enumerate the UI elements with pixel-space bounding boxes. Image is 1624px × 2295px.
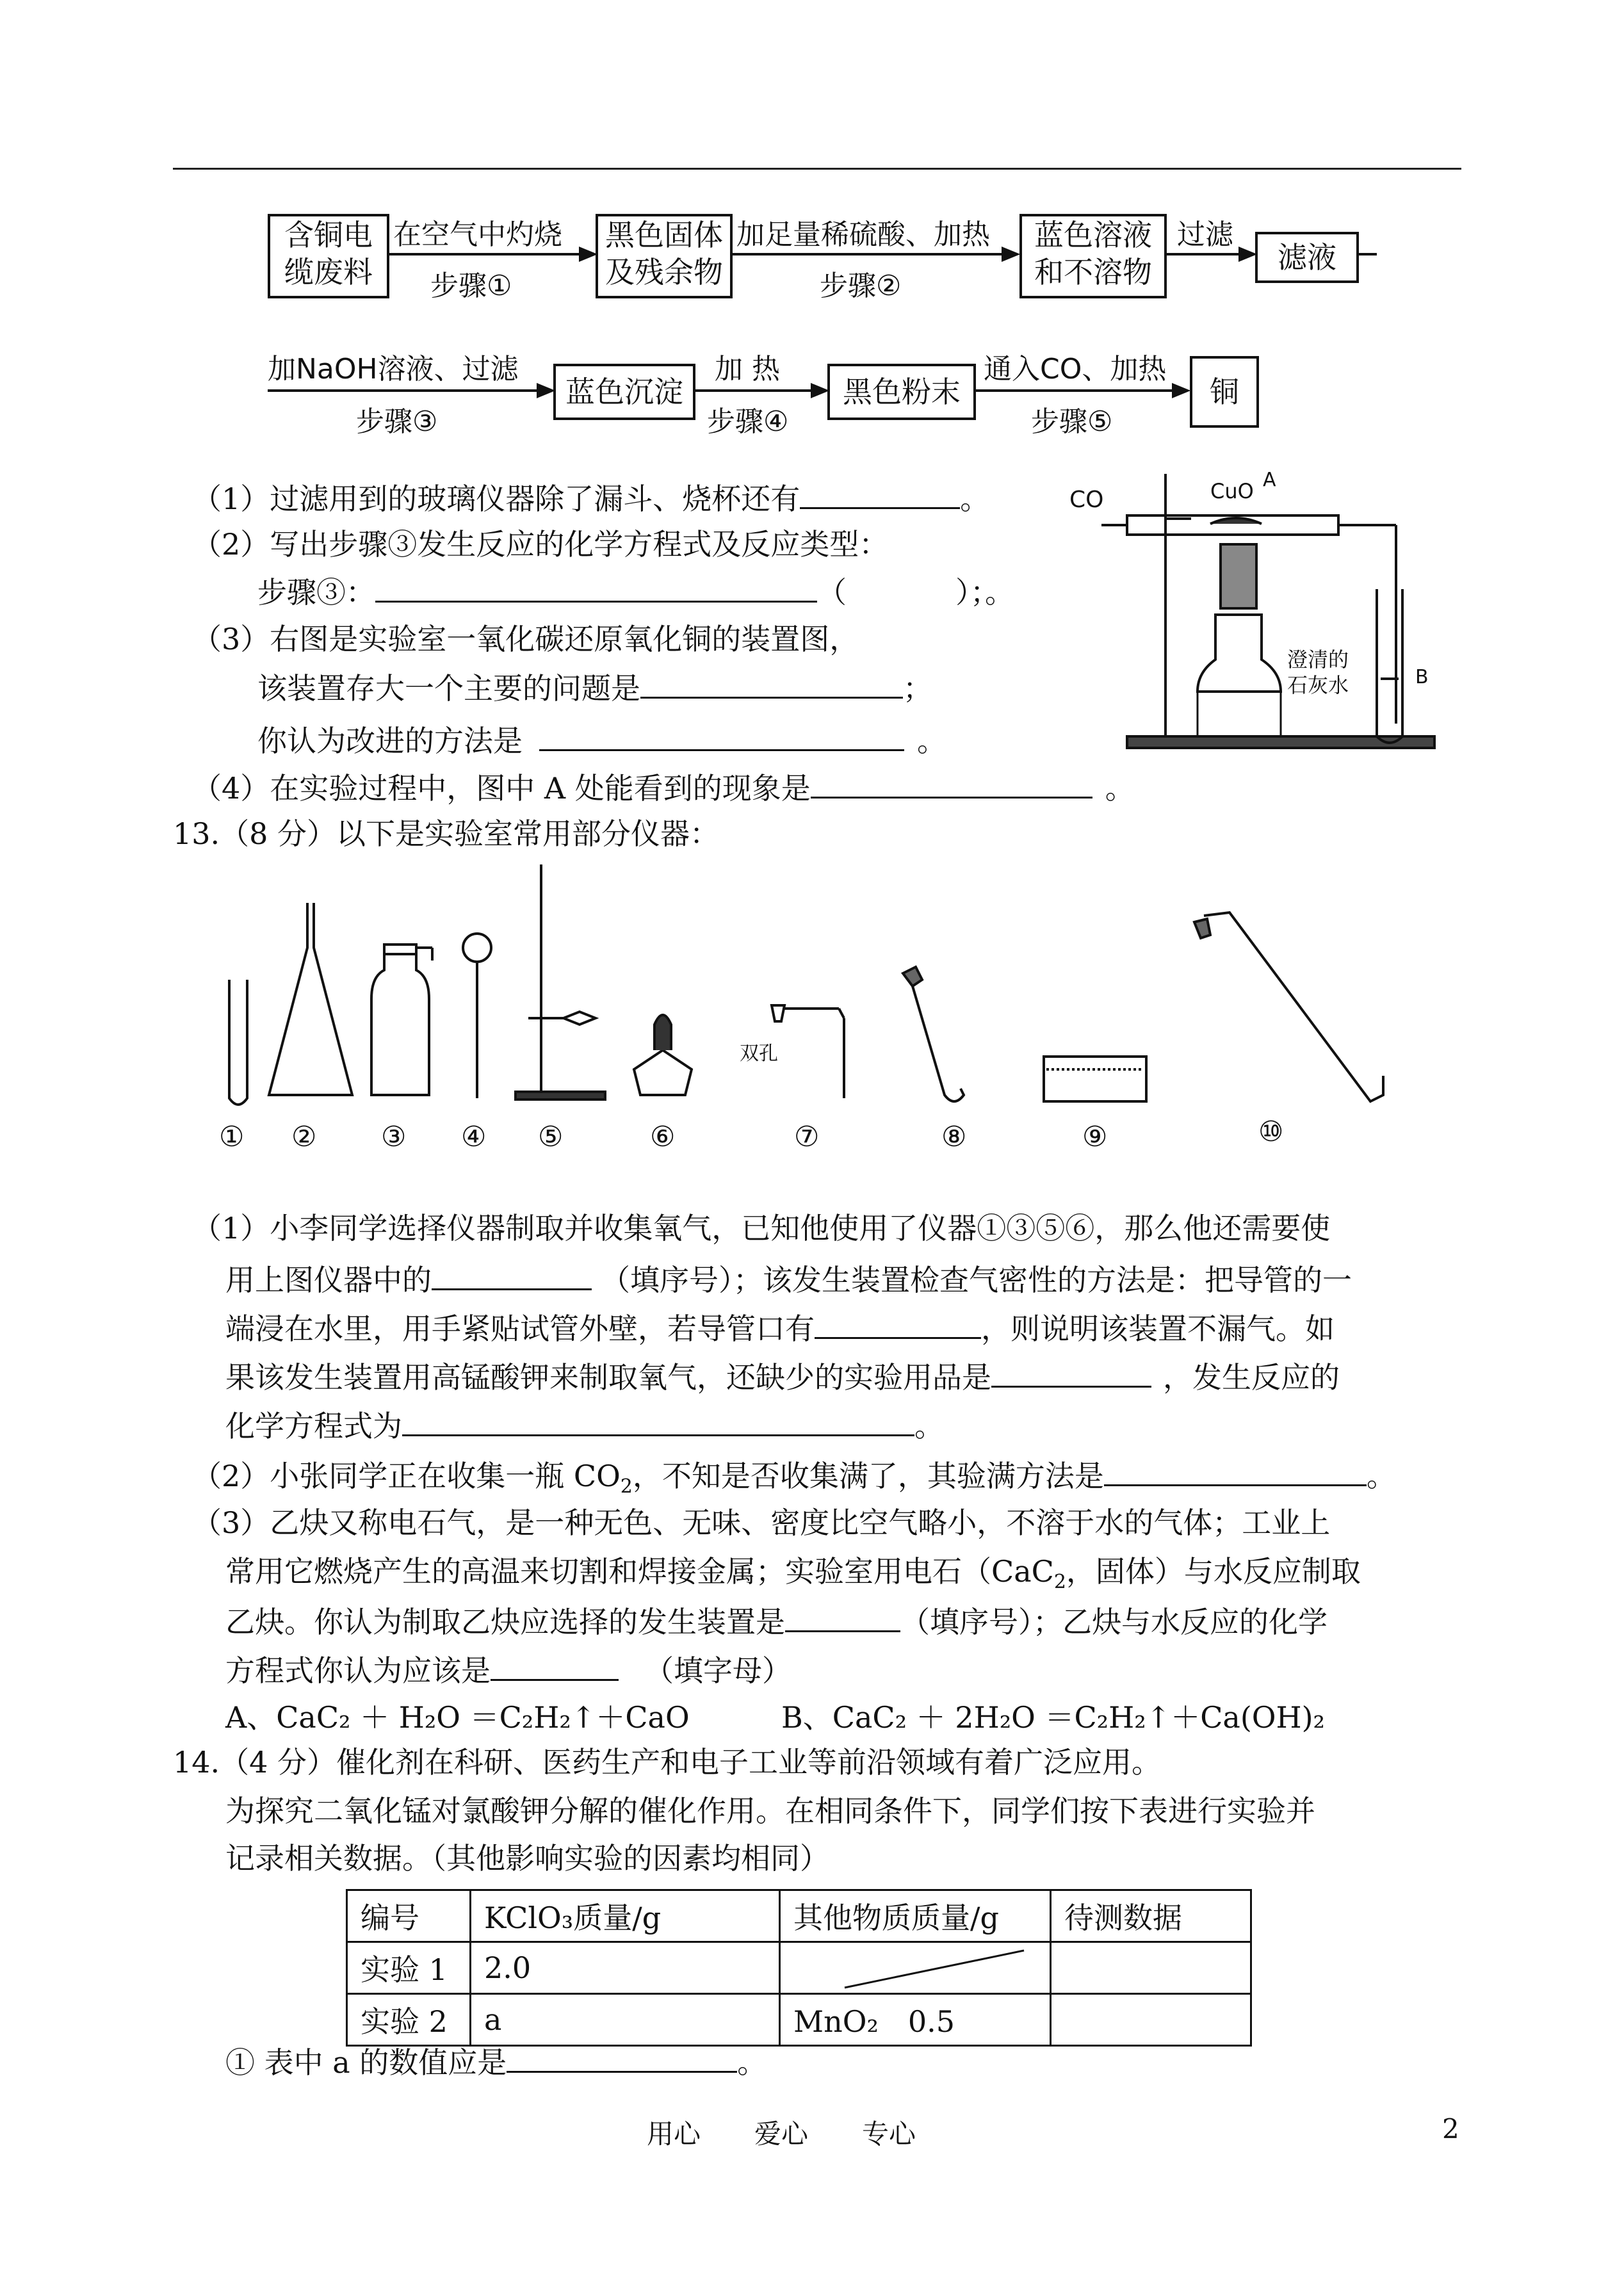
q13-full-check-blank[interactable] bbox=[1104, 1455, 1367, 1486]
table-cell[interactable] bbox=[1051, 1942, 1251, 1994]
q12-part3-improve-end: 。 bbox=[917, 724, 946, 758]
q12-part3-improve-text: 你认为改进的方法是 bbox=[257, 724, 523, 758]
q12-part3-problem-end: ； bbox=[903, 671, 932, 706]
q13-l8-rest: ，固体）与水反应制取 bbox=[1066, 1554, 1361, 1589]
flow-box-copper-waste-line1: 含铜电 bbox=[284, 218, 373, 252]
q13-part1-line3 bbox=[225, 1308, 1335, 1348]
flow-arrow1-top: 在空气中灼烧 bbox=[393, 218, 562, 251]
flow-box-black-solid-line1: 黑色固体 bbox=[605, 218, 723, 252]
apparatus-b-label: B bbox=[1415, 666, 1429, 688]
q13-equation-blank[interactable] bbox=[402, 1405, 914, 1436]
table-cell: MnO₂ 0.5 bbox=[780, 1994, 1051, 2046]
q13-instrument-blank[interactable] bbox=[432, 1259, 592, 1290]
instrument-drawings bbox=[192, 852, 1447, 1121]
q12-part1-text: （1）过滤用到的玻璃仪器除了漏斗、烧杯还有 bbox=[192, 482, 800, 516]
flow-row2-arrow3-bottom: 步骤⑤ bbox=[1031, 405, 1113, 438]
q12-part3-improve-blank[interactable] bbox=[539, 720, 904, 751]
flow-row2-arrow1-bottom: 步骤③ bbox=[356, 405, 438, 438]
flow-arrow2-bottom: 步骤② bbox=[820, 270, 902, 302]
q12-part4-text: （4）在实验过程中，图中 A 处能看到的现象是 bbox=[192, 771, 811, 806]
q13-l4-rest: ，发生反应的 bbox=[1163, 1360, 1340, 1395]
table-cell-slashed bbox=[780, 1942, 1051, 1994]
q13-option-a[interactable]: A、CaC₂ ＋ H₂O ＝C₂H₂↑＋CaO bbox=[225, 1700, 690, 1735]
flow-row2-arrow2-top: 加 热 bbox=[715, 353, 780, 385]
long-bent-tube-icon bbox=[1194, 919, 1210, 938]
q14-a-value-blank[interactable] bbox=[507, 2041, 737, 2073]
table-cell: a bbox=[471, 1994, 780, 2046]
q14-line2: 为探究二氧化锰对氯酸钾分解的催化作用。在相同条件下，同学们按下表进行实验并 bbox=[225, 1794, 1315, 1828]
q12-part3-problem-text: 该装置存大一个主要的问题是 bbox=[257, 671, 640, 706]
table-row bbox=[347, 1994, 1251, 2046]
q13-l4-text: 果该发生装置用高锰酸钾来制取氧气，还缺少的实验用品是 bbox=[225, 1360, 991, 1395]
page-number: 2 bbox=[1442, 2113, 1459, 2145]
q13-l9-text: 乙炔。你认为制取乙炔应选择的发生装置是 bbox=[225, 1605, 785, 1639]
q13-part3-line4 bbox=[225, 1650, 792, 1690]
q13-l8-sub: 2 bbox=[1053, 1571, 1066, 1594]
table-cell: 实验 2 bbox=[347, 1994, 471, 2046]
q13-part1-line1: （1）小李同学选择仪器制取并收集氧气，已知他使用了仪器①③⑤⑥，那么他还需要使 bbox=[192, 1211, 1331, 1245]
q13-l9-rest: （填序号）；乙炔与水反应的化学 bbox=[900, 1605, 1328, 1639]
apparatus-cuo-label: CuO bbox=[1210, 479, 1254, 503]
instrument-label-4: ④ bbox=[461, 1121, 487, 1153]
flow-box-black-powder-label: 黑色粉末 bbox=[843, 375, 961, 409]
table-row bbox=[347, 1942, 1251, 1994]
q13-l5-end: 。 bbox=[914, 1409, 944, 1443]
flow-arrow3-top: 过滤 bbox=[1177, 218, 1233, 251]
water-trough-icon bbox=[1044, 1057, 1146, 1101]
q12-part4-blank[interactable] bbox=[811, 767, 1092, 799]
slash-mark bbox=[781, 1943, 1050, 1993]
q13-option-b[interactable]: B、CaC₂ ＋ 2H₂O ＝C₂H₂↑＋Ca(OH)₂ bbox=[781, 1700, 1325, 1735]
apparatus-drawing bbox=[1069, 467, 1454, 762]
q13-l8-text: 常用它燃烧产生的高温来切割和焊接金属；实验室用电石（CaC bbox=[225, 1554, 1054, 1589]
q13-title: 13.（8 分）以下是实验室常用部分仪器： bbox=[173, 816, 720, 851]
instrument-label-6: ⑥ bbox=[650, 1121, 676, 1153]
apparatus-limewater-line2: 石灰水 bbox=[1287, 673, 1349, 697]
q13-l6-end: 。 bbox=[1366, 1459, 1396, 1493]
q12-step3-paren-close: ）；。 bbox=[955, 575, 1014, 610]
q13-l3-rest: ，则说明该装置不漏气。如 bbox=[981, 1311, 1335, 1346]
q12-part2-step3 bbox=[257, 571, 1014, 612]
flow-box-black-solid-line2: 及残余物 bbox=[605, 255, 723, 289]
flow-row2-arrow3-top: 通入CO、加热 bbox=[984, 353, 1167, 385]
q13-l2-text: 用上图仪器中的 bbox=[225, 1263, 432, 1297]
q12-part1 bbox=[192, 478, 989, 518]
flow-row2-arrow1-top: 加NaOH溶液、过滤 bbox=[268, 353, 519, 385]
q13-part3-line2 bbox=[225, 1552, 1361, 1602]
flow-box-blue-solution-line2: 和不溶物 bbox=[1034, 255, 1152, 289]
instrument-label-10: ⑩ bbox=[1258, 1115, 1284, 1148]
table-header-cell: 其他物质质量/g bbox=[780, 1890, 1051, 1942]
table-header-cell: 待测数据 bbox=[1051, 1890, 1251, 1942]
flow-box-copper bbox=[1190, 356, 1259, 428]
q13-part1-line4 bbox=[225, 1356, 1340, 1397]
flow-box-black-powder bbox=[827, 364, 976, 420]
stopper-tube-icon bbox=[772, 1005, 784, 1021]
flow-box-blue-solution bbox=[1019, 214, 1167, 298]
q13-part1-line5 bbox=[225, 1405, 944, 1445]
footer-slogan: 用心 爱心 专心 bbox=[647, 2118, 916, 2150]
flow-box-copper-waste-line2: 缆废料 bbox=[284, 255, 373, 289]
q12-part1-blank[interactable] bbox=[800, 478, 960, 509]
q12-part3: （3）右图是实验室一氧化碳还原氧化铜的装置图， bbox=[192, 622, 859, 656]
co-reduction-apparatus bbox=[1069, 467, 1454, 762]
double-hole-label: 双孔 bbox=[740, 1042, 778, 1065]
q13-bubble-blank[interactable] bbox=[815, 1308, 981, 1339]
q14-line3: 记录相关数据。（其他影响实验的因素均相同） bbox=[225, 1841, 829, 1876]
q12-part3-problem bbox=[257, 667, 932, 708]
instrument-row bbox=[192, 852, 1447, 1172]
instrument-label-9: ⑨ bbox=[1082, 1121, 1108, 1153]
q13-l6-sub: 2 bbox=[620, 1475, 633, 1498]
flow-box-filtrate bbox=[1255, 232, 1359, 283]
alcohol-lamp-icon bbox=[634, 1050, 692, 1095]
test-tube-icon bbox=[229, 980, 247, 1105]
instrument-label-5: ⑤ bbox=[538, 1121, 564, 1153]
flow-arrow2-top: 加足量稀硫酸、加热 bbox=[736, 218, 990, 251]
q13-part3-line1: （3）乙炔又称电石气，是一种无色、无味、密度比空气略小，不溶于水的气体；工业上 bbox=[192, 1505, 1331, 1540]
table-header-row bbox=[347, 1890, 1251, 1942]
conical-flask-icon bbox=[269, 903, 352, 1095]
table-cell[interactable] bbox=[1051, 1994, 1251, 2046]
instrument-label-1: ① bbox=[219, 1121, 245, 1153]
q12-part4 bbox=[192, 767, 1135, 807]
instrument-label-3: ③ bbox=[381, 1121, 407, 1153]
q14-title: 14.（4 分）催化剂在科研、医药生产和电子工业等前沿领域有着广泛应用。 bbox=[173, 1745, 1162, 1780]
q13-l2-rest: （填序号）；该发生装置检查气密性的方法是：把导管的一 bbox=[601, 1263, 1352, 1297]
apparatus-limewater-label bbox=[1287, 647, 1349, 698]
q14-sub1-end: 。 bbox=[737, 2045, 767, 2080]
flow-box-black-solid bbox=[596, 214, 733, 298]
table-cell: 2.0 bbox=[471, 1942, 780, 1994]
q12-part3-problem-blank[interactable] bbox=[640, 667, 903, 699]
apparatus-co-label: CO bbox=[1069, 487, 1104, 513]
instrument-label-7: ⑦ bbox=[794, 1121, 820, 1153]
table-cell: 实验 1 bbox=[347, 1942, 471, 1994]
q13-l10-rest: （填字母） bbox=[644, 1653, 792, 1688]
q12-part3-improve bbox=[257, 720, 946, 760]
q13-l10-text: 方程式你认为应该是 bbox=[225, 1653, 491, 1688]
separatory-funnel-icon bbox=[463, 934, 491, 962]
q13-l6-rest: ，不知是否收集满了，其验满方法是 bbox=[632, 1459, 1104, 1493]
flow-box-blue-solution-line1: 蓝色溶液 bbox=[1034, 218, 1152, 252]
q13-l6-text: （2）小张同学正在收集一瓶 CO bbox=[192, 1459, 621, 1493]
flow-box-copper-label: 铜 bbox=[1210, 375, 1239, 409]
q13-part3-line3 bbox=[225, 1601, 1328, 1641]
flow-box-copper-waste bbox=[268, 214, 389, 298]
q13-missing-item-blank[interactable] bbox=[991, 1356, 1151, 1388]
q13-generator-blank[interactable] bbox=[785, 1601, 900, 1632]
flow-box-blue-precipitate bbox=[553, 364, 695, 420]
q12-step3-equation-blank[interactable] bbox=[375, 571, 817, 603]
q12-step3-paren-open: （ bbox=[817, 575, 847, 610]
q13-l3-text: 端浸在水里，用手紧贴试管外壁，若导管口有 bbox=[225, 1311, 815, 1346]
bent-tube-icon bbox=[903, 967, 922, 986]
q13-l5-text: 化学方程式为 bbox=[225, 1409, 402, 1443]
apparatus-a-label: A bbox=[1263, 469, 1276, 491]
table-header-cell: 编号 bbox=[347, 1890, 471, 1942]
flow-box-filtrate-label: 滤液 bbox=[1278, 240, 1336, 275]
instrument-label-8: ⑧ bbox=[941, 1121, 967, 1153]
q14-sub1-text: ① 表中 a 的数值应是 bbox=[225, 2045, 507, 2080]
table-header-cell: KClO₃质量/g bbox=[471, 1890, 780, 1942]
experiment-table bbox=[346, 1889, 1252, 2047]
q13-part1-line2 bbox=[225, 1259, 1352, 1299]
q13-part2 bbox=[192, 1455, 1396, 1506]
q14-sub1 bbox=[225, 2041, 767, 2082]
q12-step3-label: 步骤③： bbox=[257, 575, 375, 610]
instrument-label-2: ② bbox=[291, 1121, 317, 1153]
reagent-bottle-icon bbox=[371, 954, 429, 1095]
flow-arrow1-bottom: 步骤① bbox=[430, 270, 512, 302]
flow-box-blue-precipitate-label: 蓝色沉淀 bbox=[565, 375, 683, 409]
apparatus-limewater-line1: 澄清的 bbox=[1287, 647, 1349, 672]
q12-part2: （2）写出步骤③发生反应的化学方程式及反应类型： bbox=[192, 527, 889, 562]
flow-row2-arrow2-bottom: 步骤④ bbox=[707, 405, 789, 438]
q12-part4-end: 。 bbox=[1105, 771, 1135, 806]
q13-letter-blank[interactable] bbox=[491, 1650, 619, 1681]
q12-part1-end: 。 bbox=[960, 482, 990, 516]
